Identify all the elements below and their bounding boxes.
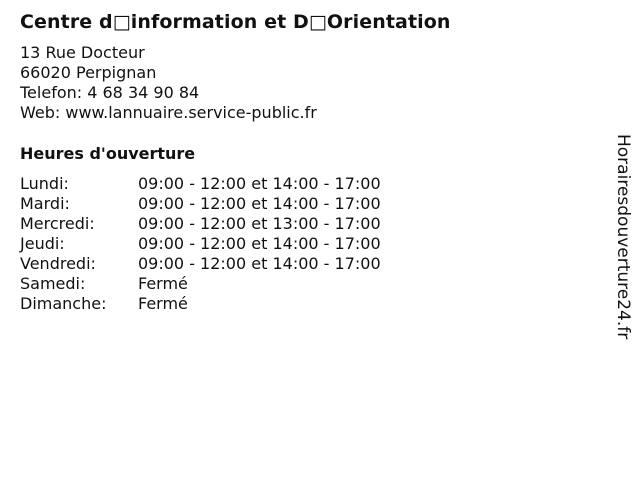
hours-row-tuesday: [20, 194, 381, 214]
day-label: Mardi:: [20, 194, 70, 213]
day-label: Dimanche:: [20, 294, 107, 313]
hours-row-sunday: [20, 294, 381, 314]
side-brand-watermark: Horairesdouverture24.fr: [613, 134, 633, 340]
hours-row-wednesday: [20, 214, 381, 234]
day-label: Mercredi:: [20, 214, 95, 233]
hours-row-friday: [20, 254, 381, 274]
hours-row-monday: [20, 174, 381, 194]
time-value: Fermé: [138, 274, 188, 293]
city-address: 66020 Perpignan: [20, 63, 157, 82]
day-label: Jeudi:: [20, 234, 65, 253]
website: Web: www.lannuaire.service-public.fr: [20, 103, 317, 122]
time-value: 09:00 - 12:00 et 14:00 - 17:00: [138, 194, 381, 213]
time-value: 09:00 - 12:00 et 14:00 - 17:00: [138, 254, 381, 273]
time-value: 09:00 - 12:00 et 14:00 - 17:00: [138, 234, 381, 253]
time-value: 09:00 - 12:00 et 14:00 - 17:00: [138, 174, 381, 193]
address-block: [20, 43, 317, 123]
time-value: 09:00 - 12:00 et 13:00 - 17:00: [138, 214, 381, 233]
hours-table: [20, 174, 381, 314]
hours-row-saturday: [20, 274, 381, 294]
page-title: Centre d□information et D□Orientation: [20, 11, 451, 33]
day-label: Lundi:: [20, 174, 69, 193]
hours-heading: Heures d'ouverture: [20, 144, 196, 163]
day-label: Samedi:: [20, 274, 86, 293]
time-value: Fermé: [138, 294, 188, 313]
hours-row-thursday: [20, 234, 381, 254]
phone-number: Telefon: 4 68 34 90 84: [20, 83, 200, 102]
street-address: 13 Rue Docteur: [20, 43, 145, 62]
day-label: Vendredi:: [20, 254, 96, 273]
